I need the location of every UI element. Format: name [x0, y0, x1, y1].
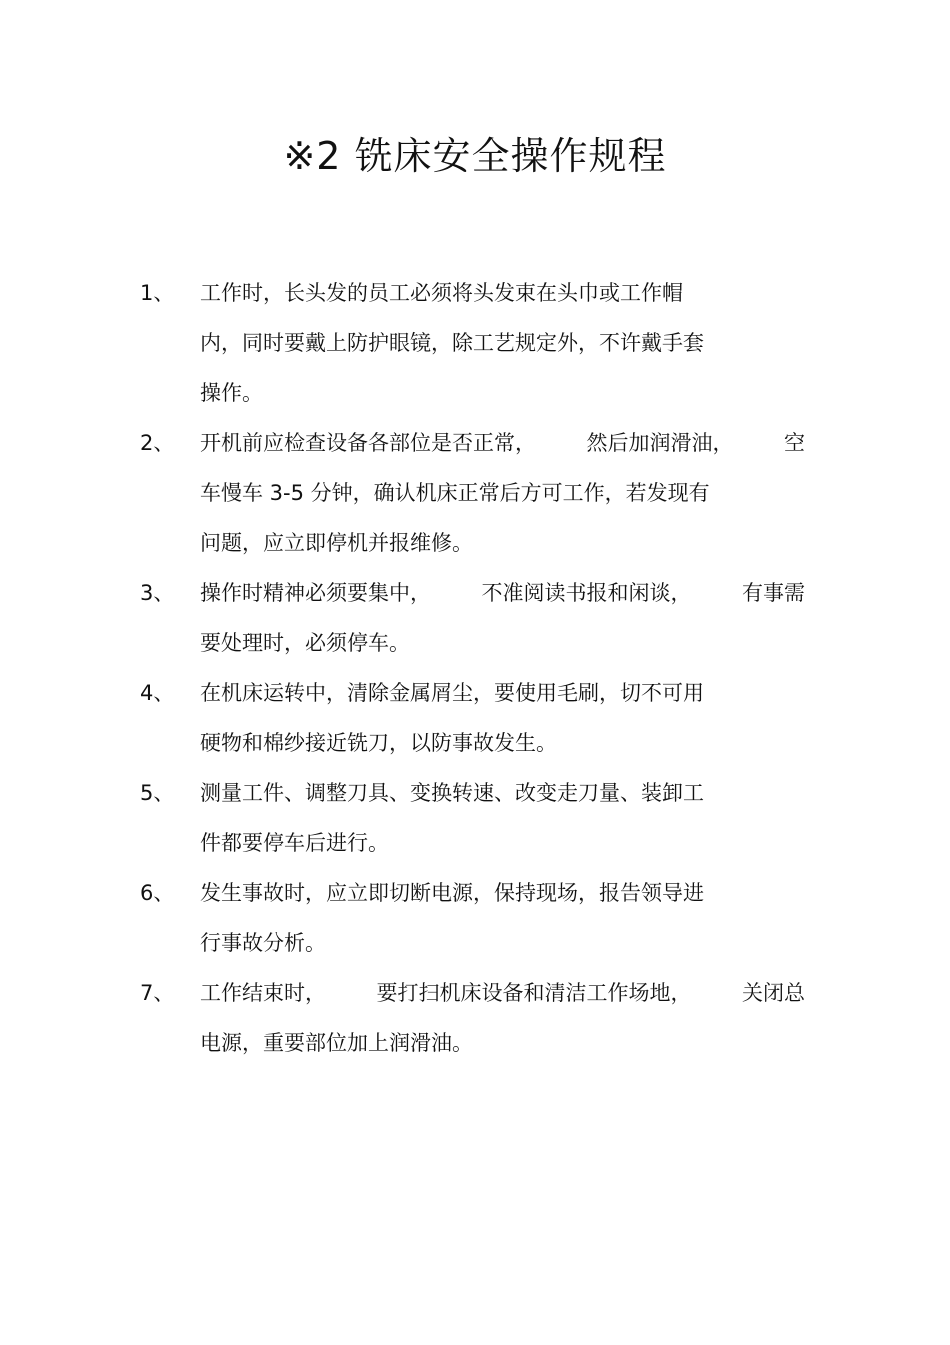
- rule-text: [200, 268, 810, 418]
- rule-number: 5、: [140, 781, 175, 805]
- rule-line: [200, 818, 810, 868]
- rule-line-segment: 行事故分析。: [200, 931, 326, 955]
- rule-line-segment: 硬物和棉纱接近铣刀，以防事故发生。: [200, 731, 557, 755]
- rule-line-segment: 内，同时要戴上防护眼镜，除工艺规定外，不许戴手套: [200, 331, 704, 355]
- rule-number: 6、: [140, 881, 175, 905]
- rule-number: 3、: [140, 581, 175, 605]
- rule-line-segment: 空: [784, 431, 805, 455]
- rule-text: [200, 868, 810, 968]
- rule-line-segment: 件都要停车后进行。: [200, 831, 389, 855]
- page-title: ※2 铣床安全操作规程: [283, 134, 667, 178]
- rule-text: [200, 768, 810, 868]
- rule-line: [200, 868, 810, 918]
- rule-line-segment: 工作结束时，: [200, 981, 326, 1005]
- rule-line-segment: 然后加润滑油，: [586, 431, 734, 455]
- rule-line-segment: 开机前应检查设备各部位是否正常，: [200, 431, 536, 455]
- rule-line: [200, 718, 810, 768]
- rule-line-segment: 操作。: [200, 381, 263, 405]
- rule-text: [200, 568, 810, 668]
- rule-number: 7、: [140, 981, 175, 1005]
- rule-line: [200, 568, 805, 618]
- rule-number: 4、: [140, 681, 175, 705]
- rule-line: [200, 968, 805, 1018]
- rule-line: [200, 268, 810, 318]
- rule-line-segment: 要打扫机床设备和清洁工作场地，: [376, 981, 692, 1005]
- rule-number: 2、: [140, 431, 175, 455]
- rule-line-segment: 车慢车 3-5 分钟，确认机床正常后方可工作，若发现有: [200, 481, 710, 505]
- rule-number: 1、: [140, 281, 175, 305]
- rule-line-segment: 关闭总: [742, 981, 805, 1005]
- rule-line: [200, 418, 805, 468]
- rule-text: [200, 668, 810, 768]
- rule-line-segment: 有事需: [742, 581, 805, 605]
- rule-line-segment: 测量工件、调整刀具、变换转速、改变走刀量、装卸工: [200, 781, 704, 805]
- rule-text: [200, 418, 810, 568]
- rule-line: [200, 918, 810, 968]
- rule-line: [200, 668, 810, 718]
- rule-line: [200, 518, 810, 568]
- rule-line: [200, 1018, 810, 1068]
- rule-line-segment: 在机床运转中，清除金属屑尘，要使用毛刷，切不可用: [200, 681, 704, 705]
- rule-line-segment: 工作时，长头发的员工必须将头发束在头巾或工作帽: [200, 281, 683, 305]
- rule-line: [200, 318, 810, 368]
- rule-line-segment: 发生事故时，应立即切断电源，保持现场，报告领导进: [200, 881, 704, 905]
- rule-line-segment: 问题，应立即停机并报维修。: [200, 531, 473, 555]
- rule-line: [200, 768, 810, 818]
- rule-line-segment: 要处理时，必须停车。: [200, 631, 410, 655]
- rule-line-segment: 不准阅读书报和闲谈，: [481, 581, 692, 605]
- rule-line-segment: 操作时精神必须要集中，: [200, 581, 431, 605]
- rule-text: [200, 968, 810, 1068]
- rule-line: [200, 618, 810, 668]
- rule-line: [200, 468, 810, 518]
- rule-line-segment: 电源，重要部位加上润滑油。: [200, 1031, 473, 1055]
- rule-line: [200, 368, 810, 418]
